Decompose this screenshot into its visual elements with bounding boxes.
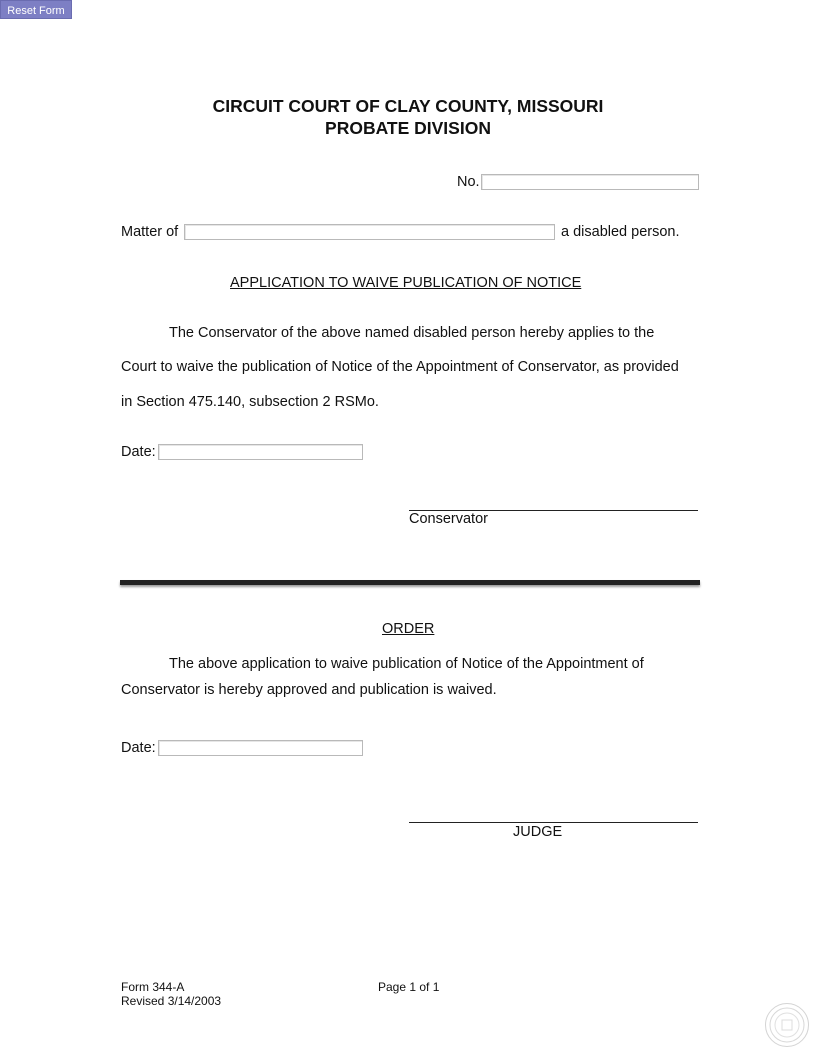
application-heading: APPLICATION TO WAIVE PUBLICATION OF NOTICE [230, 275, 582, 291]
application-line-3: in Section 475.140, subsection 2 RSMo. [121, 394, 379, 410]
matter-name-input[interactable] [184, 224, 555, 240]
court-seal-icon [765, 1003, 809, 1047]
matter-label: Matter of [121, 224, 179, 240]
order-date-label: Date: [121, 740, 156, 756]
conservator-label: Conservator [409, 511, 488, 527]
court-title: CIRCUIT COURT OF CLAY COUNTY, MISSOURI [212, 96, 604, 116]
judge-signature-line [409, 822, 698, 823]
case-number-label: No. [457, 174, 480, 190]
application-line-1: The Conservator of the above named disabled person hereby applies to the [169, 325, 655, 341]
application-date-input[interactable] [158, 444, 363, 460]
revision-date: Revised 3/14/2003 [121, 994, 222, 1008]
section-divider [120, 580, 700, 585]
application-date-label: Date: [121, 444, 156, 460]
reset-form-button[interactable]: Reset Form [0, 0, 72, 19]
form-id: Form 344-A [121, 980, 185, 994]
case-number-input[interactable] [481, 174, 699, 190]
division-title: PROBATE DIVISION [325, 118, 491, 138]
order-date-input[interactable] [158, 740, 363, 756]
application-line-2: Court to waive the publication of Notice of the Appointment of Conservator, as provided [121, 359, 679, 375]
order-heading: ORDER [382, 621, 435, 637]
order-line-2: Conservator is hereby approved and publication is waived. [121, 682, 497, 698]
page-number: Page 1 of 1 [378, 980, 440, 994]
order-line-1: The above application to waive publication of Notice of the Appointment of [169, 656, 644, 672]
matter-suffix: a disabled person. [561, 224, 680, 240]
judge-label: JUDGE [513, 824, 563, 840]
